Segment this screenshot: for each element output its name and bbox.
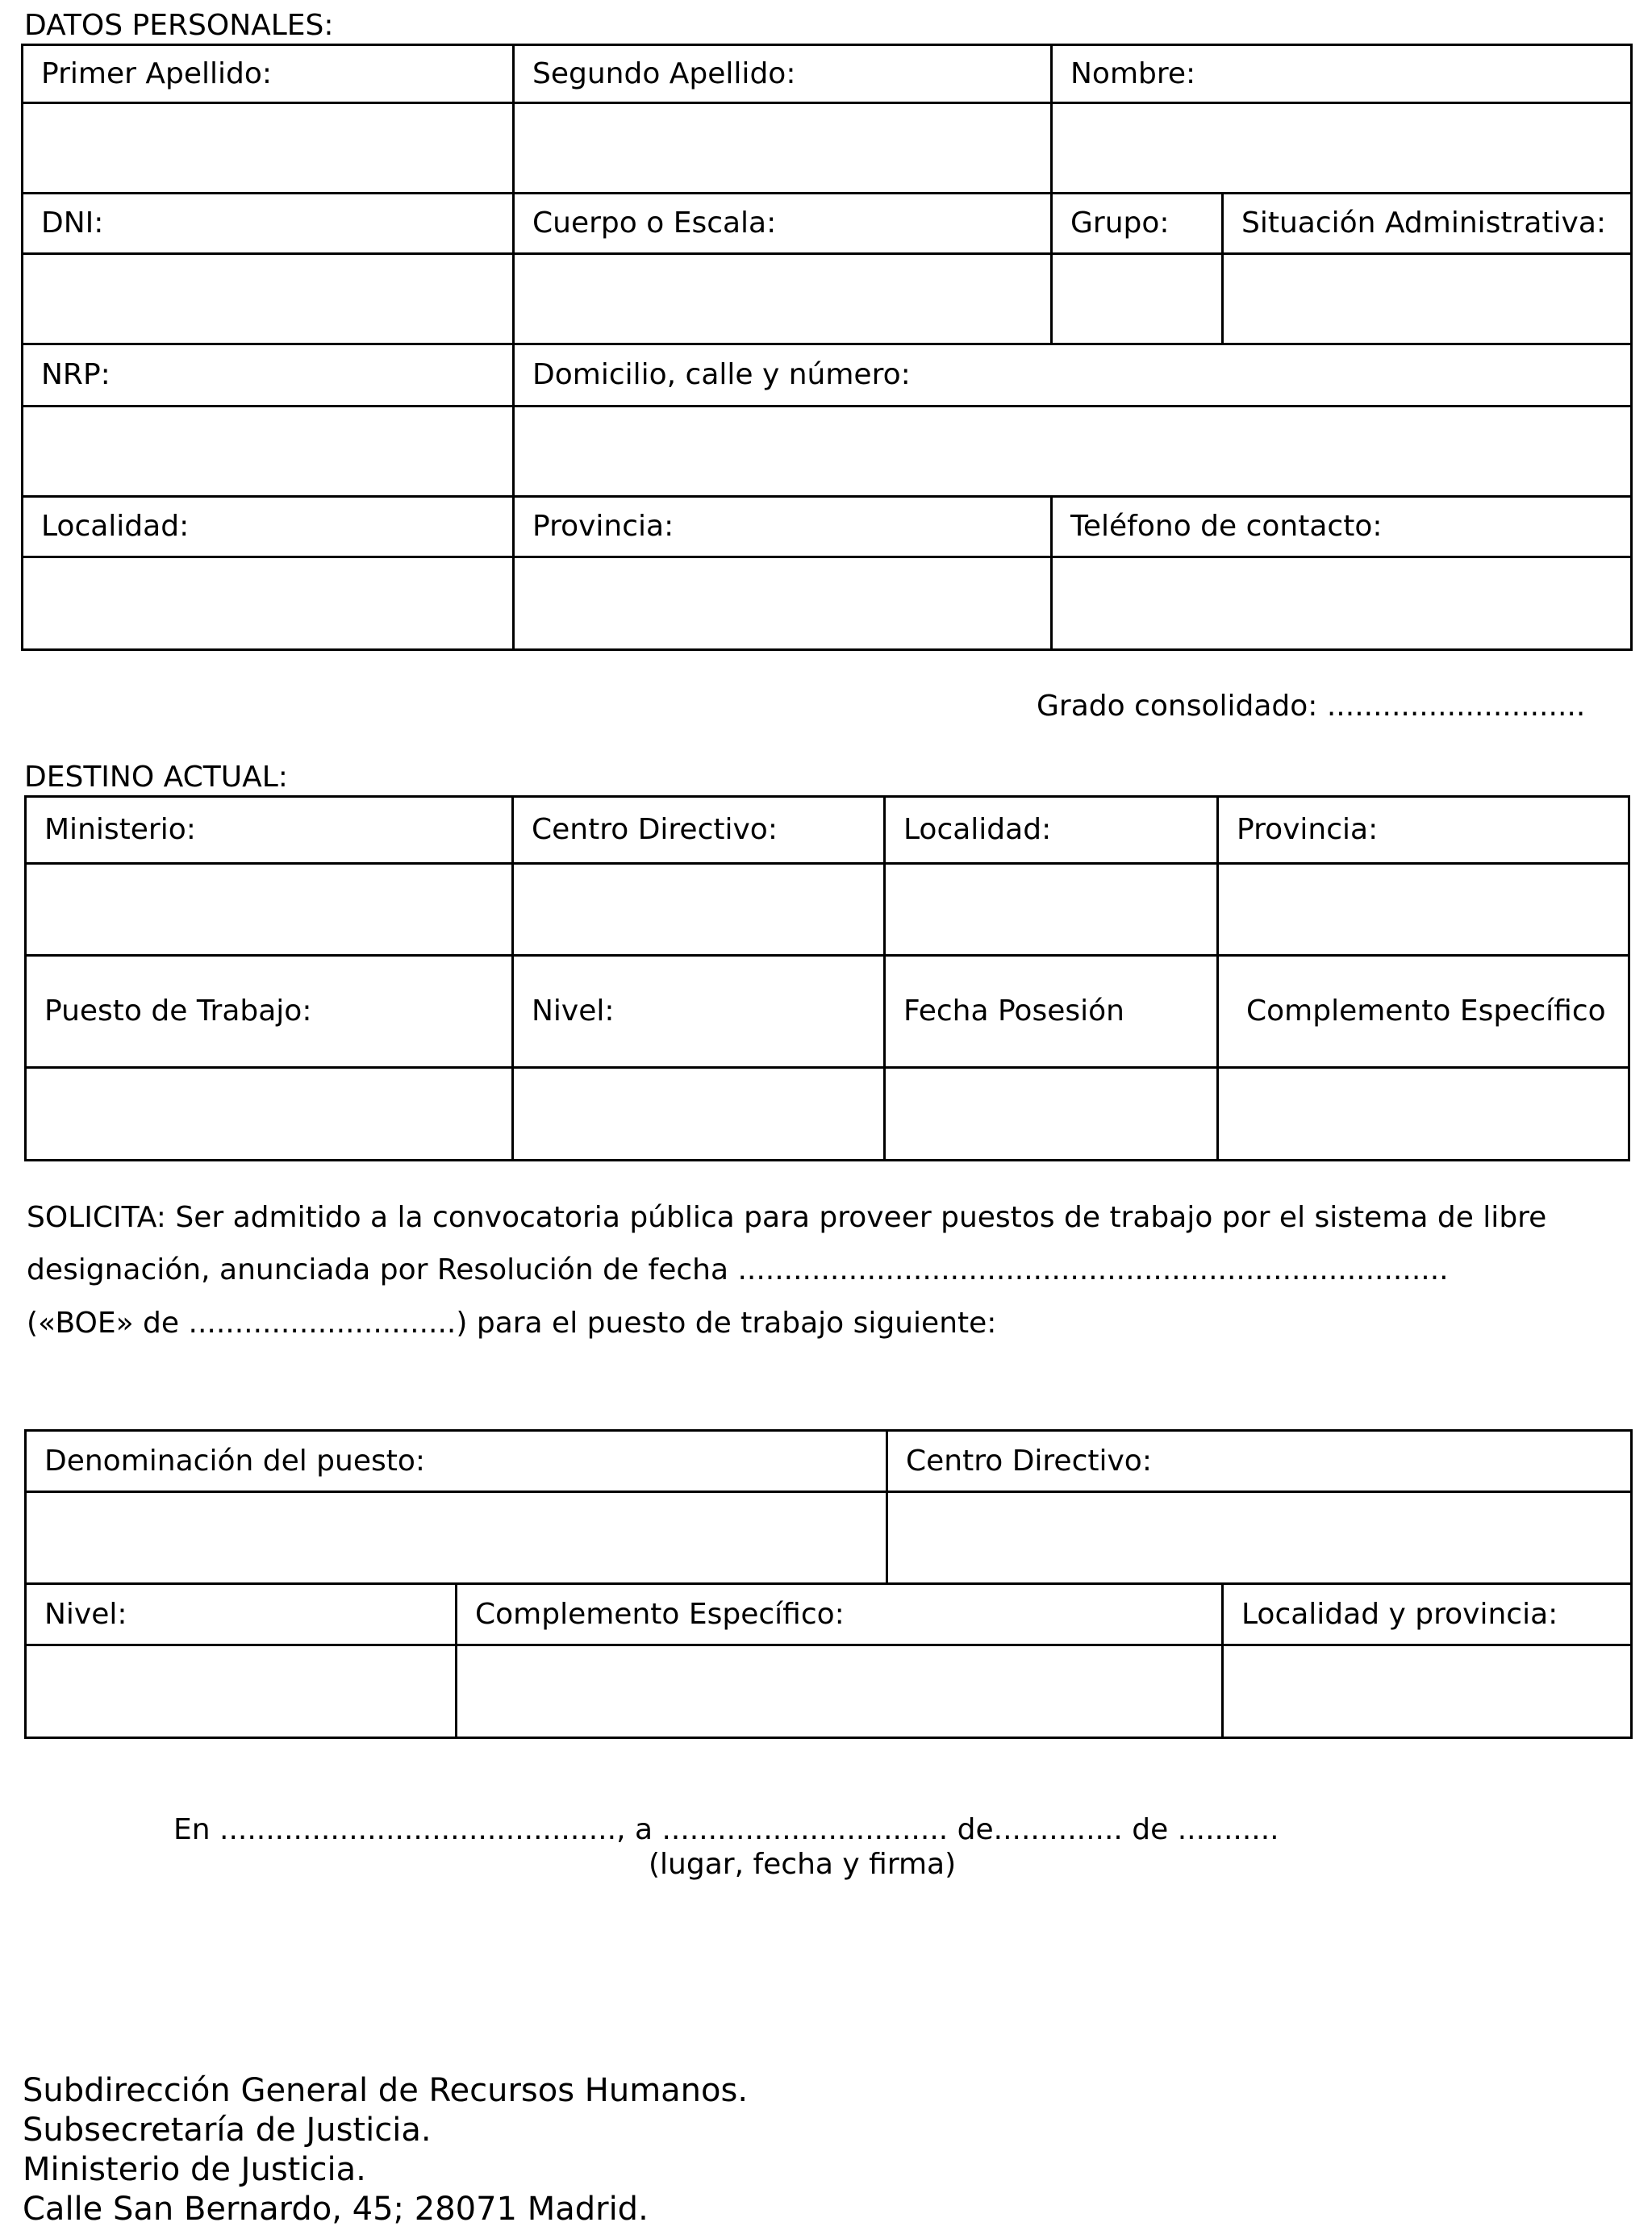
provincia-destino-input[interactable] bbox=[1219, 865, 1628, 954]
footer-line-ministerio: Ministerio de Justicia. bbox=[23, 2151, 366, 2188]
label-localidad-provincia: Localidad y provincia: bbox=[1241, 1597, 1558, 1631]
label-provincia: Provincia: bbox=[532, 510, 674, 543]
label-cell-nivel-destino bbox=[511, 954, 886, 1069]
label-cell-denominacion bbox=[24, 1429, 888, 1493]
label-cell-complemento-especifico-destino bbox=[1216, 954, 1630, 1069]
input-cell-dni bbox=[21, 252, 515, 345]
localidad-input[interactable] bbox=[23, 558, 512, 648]
label-telefono: Teléfono de contacto: bbox=[1070, 510, 1383, 543]
provincia-input[interactable] bbox=[515, 558, 1050, 648]
input-cell-centro-directivo-solicitado bbox=[886, 1491, 1633, 1585]
nrp-input[interactable] bbox=[23, 407, 512, 495]
label-nrp: NRP: bbox=[41, 358, 111, 391]
label-segundo-apellido: Segundo Apellido: bbox=[532, 56, 796, 90]
puesto-trabajo-input[interactable] bbox=[27, 1069, 511, 1159]
label-denominacion: Denominación del puesto: bbox=[44, 1444, 426, 1478]
label-cell-dni bbox=[21, 192, 515, 255]
label-cell-provincia bbox=[512, 495, 1053, 558]
firma-line: En ..........................................., a ............................... de.............. de ........... bbox=[173, 1813, 1279, 1846]
firma-caption: (lugar, fecha y firma) bbox=[649, 1848, 957, 1881]
label-centro-directivo: Centro Directivo: bbox=[532, 813, 778, 846]
ministerio-input[interactable] bbox=[27, 865, 511, 954]
label-cell-localidad-provincia bbox=[1221, 1582, 1633, 1646]
label-fecha-posesion: Fecha Posesión bbox=[903, 994, 1124, 1028]
complemento-especifico-destino-input[interactable] bbox=[1219, 1069, 1628, 1159]
nivel-destino-input[interactable] bbox=[514, 1069, 883, 1159]
nombre-input[interactable] bbox=[1053, 104, 1630, 192]
input-cell-provincia bbox=[512, 556, 1053, 651]
input-cell-fecha-posesion bbox=[883, 1066, 1219, 1161]
label-cell-fecha-posesion bbox=[883, 954, 1219, 1069]
input-cell-grupo bbox=[1050, 252, 1224, 345]
label-complemento-especifico-destino: Complemento Específico bbox=[1246, 994, 1606, 1028]
solicita-line-1: SOLICITA: Ser admitido a la convocatoria pública para proveer puestos de trabajo por el sistema de libre bbox=[27, 1201, 1547, 1234]
segundo-apellido-input[interactable] bbox=[515, 104, 1050, 192]
label-dni: DNI: bbox=[41, 206, 104, 240]
label-cell-localidad-destino bbox=[883, 795, 1219, 865]
situacion-administrativa-input[interactable] bbox=[1224, 255, 1630, 343]
dni-input[interactable] bbox=[23, 255, 512, 343]
label-cell-ministerio bbox=[24, 795, 514, 865]
solicita-line-3: («BOE» de .............................) para el puesto de trabajo siguiente: bbox=[27, 1307, 997, 1340]
label-nombre: Nombre: bbox=[1070, 56, 1196, 90]
cuerpo-escala-input[interactable] bbox=[515, 255, 1050, 343]
section-title-destino-actual: DESTINO ACTUAL: bbox=[24, 761, 288, 794]
label-cell-cuerpo-escala bbox=[512, 192, 1053, 255]
input-cell-primer-apellido bbox=[21, 102, 515, 194]
input-cell-nrp bbox=[21, 405, 515, 498]
footer-line-subdireccion: Subdirección General de Recursos Humanos. bbox=[23, 2072, 749, 2109]
label-puesto-trabajo: Puesto de Trabajo: bbox=[44, 994, 312, 1028]
input-cell-puesto-trabajo bbox=[24, 1066, 514, 1161]
input-cell-segundo-apellido bbox=[512, 102, 1053, 194]
label-cell-nrp bbox=[21, 343, 515, 407]
denominacion-input[interactable] bbox=[27, 1493, 886, 1582]
localidad-destino-input[interactable] bbox=[886, 865, 1216, 954]
input-cell-telefono bbox=[1050, 556, 1633, 651]
label-cell-primer-apellido bbox=[21, 44, 515, 104]
input-cell-ministerio bbox=[24, 862, 514, 957]
nivel-solicitado-input[interactable] bbox=[27, 1646, 455, 1737]
centro-directivo-solicitado-input[interactable] bbox=[888, 1493, 1630, 1582]
label-situacion-administrativa: Situación Administrativa: bbox=[1241, 206, 1607, 240]
label-cell-domicilio bbox=[512, 343, 1633, 407]
grupo-input[interactable] bbox=[1053, 255, 1221, 343]
label-cell-provincia-destino bbox=[1216, 795, 1630, 865]
input-cell-localidad bbox=[21, 556, 515, 651]
label-centro-directivo-solicitado: Centro Directivo: bbox=[906, 1444, 1152, 1478]
section-title-datos-personales: DATOS PERSONALES: bbox=[24, 9, 334, 42]
label-cell-nivel-solicitado bbox=[24, 1582, 457, 1646]
input-cell-localidad-destino bbox=[883, 862, 1219, 957]
label-nivel-destino: Nivel: bbox=[532, 994, 615, 1028]
footer-line-subsecretaria: Subsecretaría de Justicia. bbox=[23, 2112, 432, 2149]
domicilio-input[interactable] bbox=[515, 407, 1630, 495]
input-cell-nivel-destino bbox=[511, 1066, 886, 1161]
label-cell-centro-directivo bbox=[511, 795, 886, 865]
input-cell-domicilio bbox=[512, 405, 1633, 498]
complemento-especifico-solicitado-input[interactable] bbox=[457, 1646, 1221, 1737]
label-cell-nombre bbox=[1050, 44, 1633, 104]
label-nivel-solicitado: Nivel: bbox=[44, 1597, 127, 1631]
fecha-posesion-input[interactable] bbox=[886, 1069, 1216, 1159]
label-ministerio: Ministerio: bbox=[44, 813, 196, 846]
label-domicilio: Domicilio, calle y número: bbox=[532, 358, 911, 391]
label-cell-localidad bbox=[21, 495, 515, 558]
input-cell-localidad-provincia bbox=[1221, 1644, 1633, 1739]
label-complemento-especifico-solicitado: Complemento Específico: bbox=[475, 1597, 845, 1631]
label-cell-centro-directivo-solicitado bbox=[886, 1429, 1633, 1493]
telefono-input[interactable] bbox=[1053, 558, 1630, 648]
footer-line-direccion: Calle San Bernardo, 45; 28071 Madrid. bbox=[23, 2191, 649, 2228]
label-localidad-destino: Localidad: bbox=[903, 813, 1052, 846]
label-localidad: Localidad: bbox=[41, 510, 190, 543]
label-grupo: Grupo: bbox=[1070, 206, 1170, 240]
label-cell-complemento-especifico-solicitado bbox=[455, 1582, 1224, 1646]
label-cell-situacion-administrativa bbox=[1221, 192, 1633, 255]
input-cell-nombre bbox=[1050, 102, 1633, 194]
solicita-line-2: designación, anunciada por Resolución de fecha ............................................................................. bbox=[27, 1253, 1449, 1286]
label-cuerpo-escala: Cuerpo o Escala: bbox=[532, 206, 777, 240]
input-cell-denominacion bbox=[24, 1491, 888, 1585]
input-cell-complemento-especifico-solicitado bbox=[455, 1644, 1224, 1739]
label-cell-telefono bbox=[1050, 495, 1633, 558]
label-cell-grupo bbox=[1050, 192, 1224, 255]
label-provincia-destino: Provincia: bbox=[1237, 813, 1379, 846]
grado-consolidado: Grado consolidado: ............................ bbox=[1037, 690, 1586, 723]
label-cell-segundo-apellido bbox=[512, 44, 1053, 104]
label-cell-puesto-trabajo bbox=[24, 954, 514, 1069]
input-cell-provincia-destino bbox=[1216, 862, 1630, 957]
label-primer-apellido: Primer Apellido: bbox=[41, 56, 272, 90]
centro-directivo-input[interactable] bbox=[514, 865, 883, 954]
input-cell-cuerpo-escala bbox=[512, 252, 1053, 345]
input-cell-situacion-administrativa bbox=[1221, 252, 1633, 345]
localidad-provincia-input[interactable] bbox=[1224, 1646, 1630, 1737]
input-cell-complemento-especifico-destino bbox=[1216, 1066, 1630, 1161]
primer-apellido-input[interactable] bbox=[23, 104, 512, 192]
input-cell-nivel-solicitado bbox=[24, 1644, 457, 1739]
input-cell-centro-directivo bbox=[511, 862, 886, 957]
